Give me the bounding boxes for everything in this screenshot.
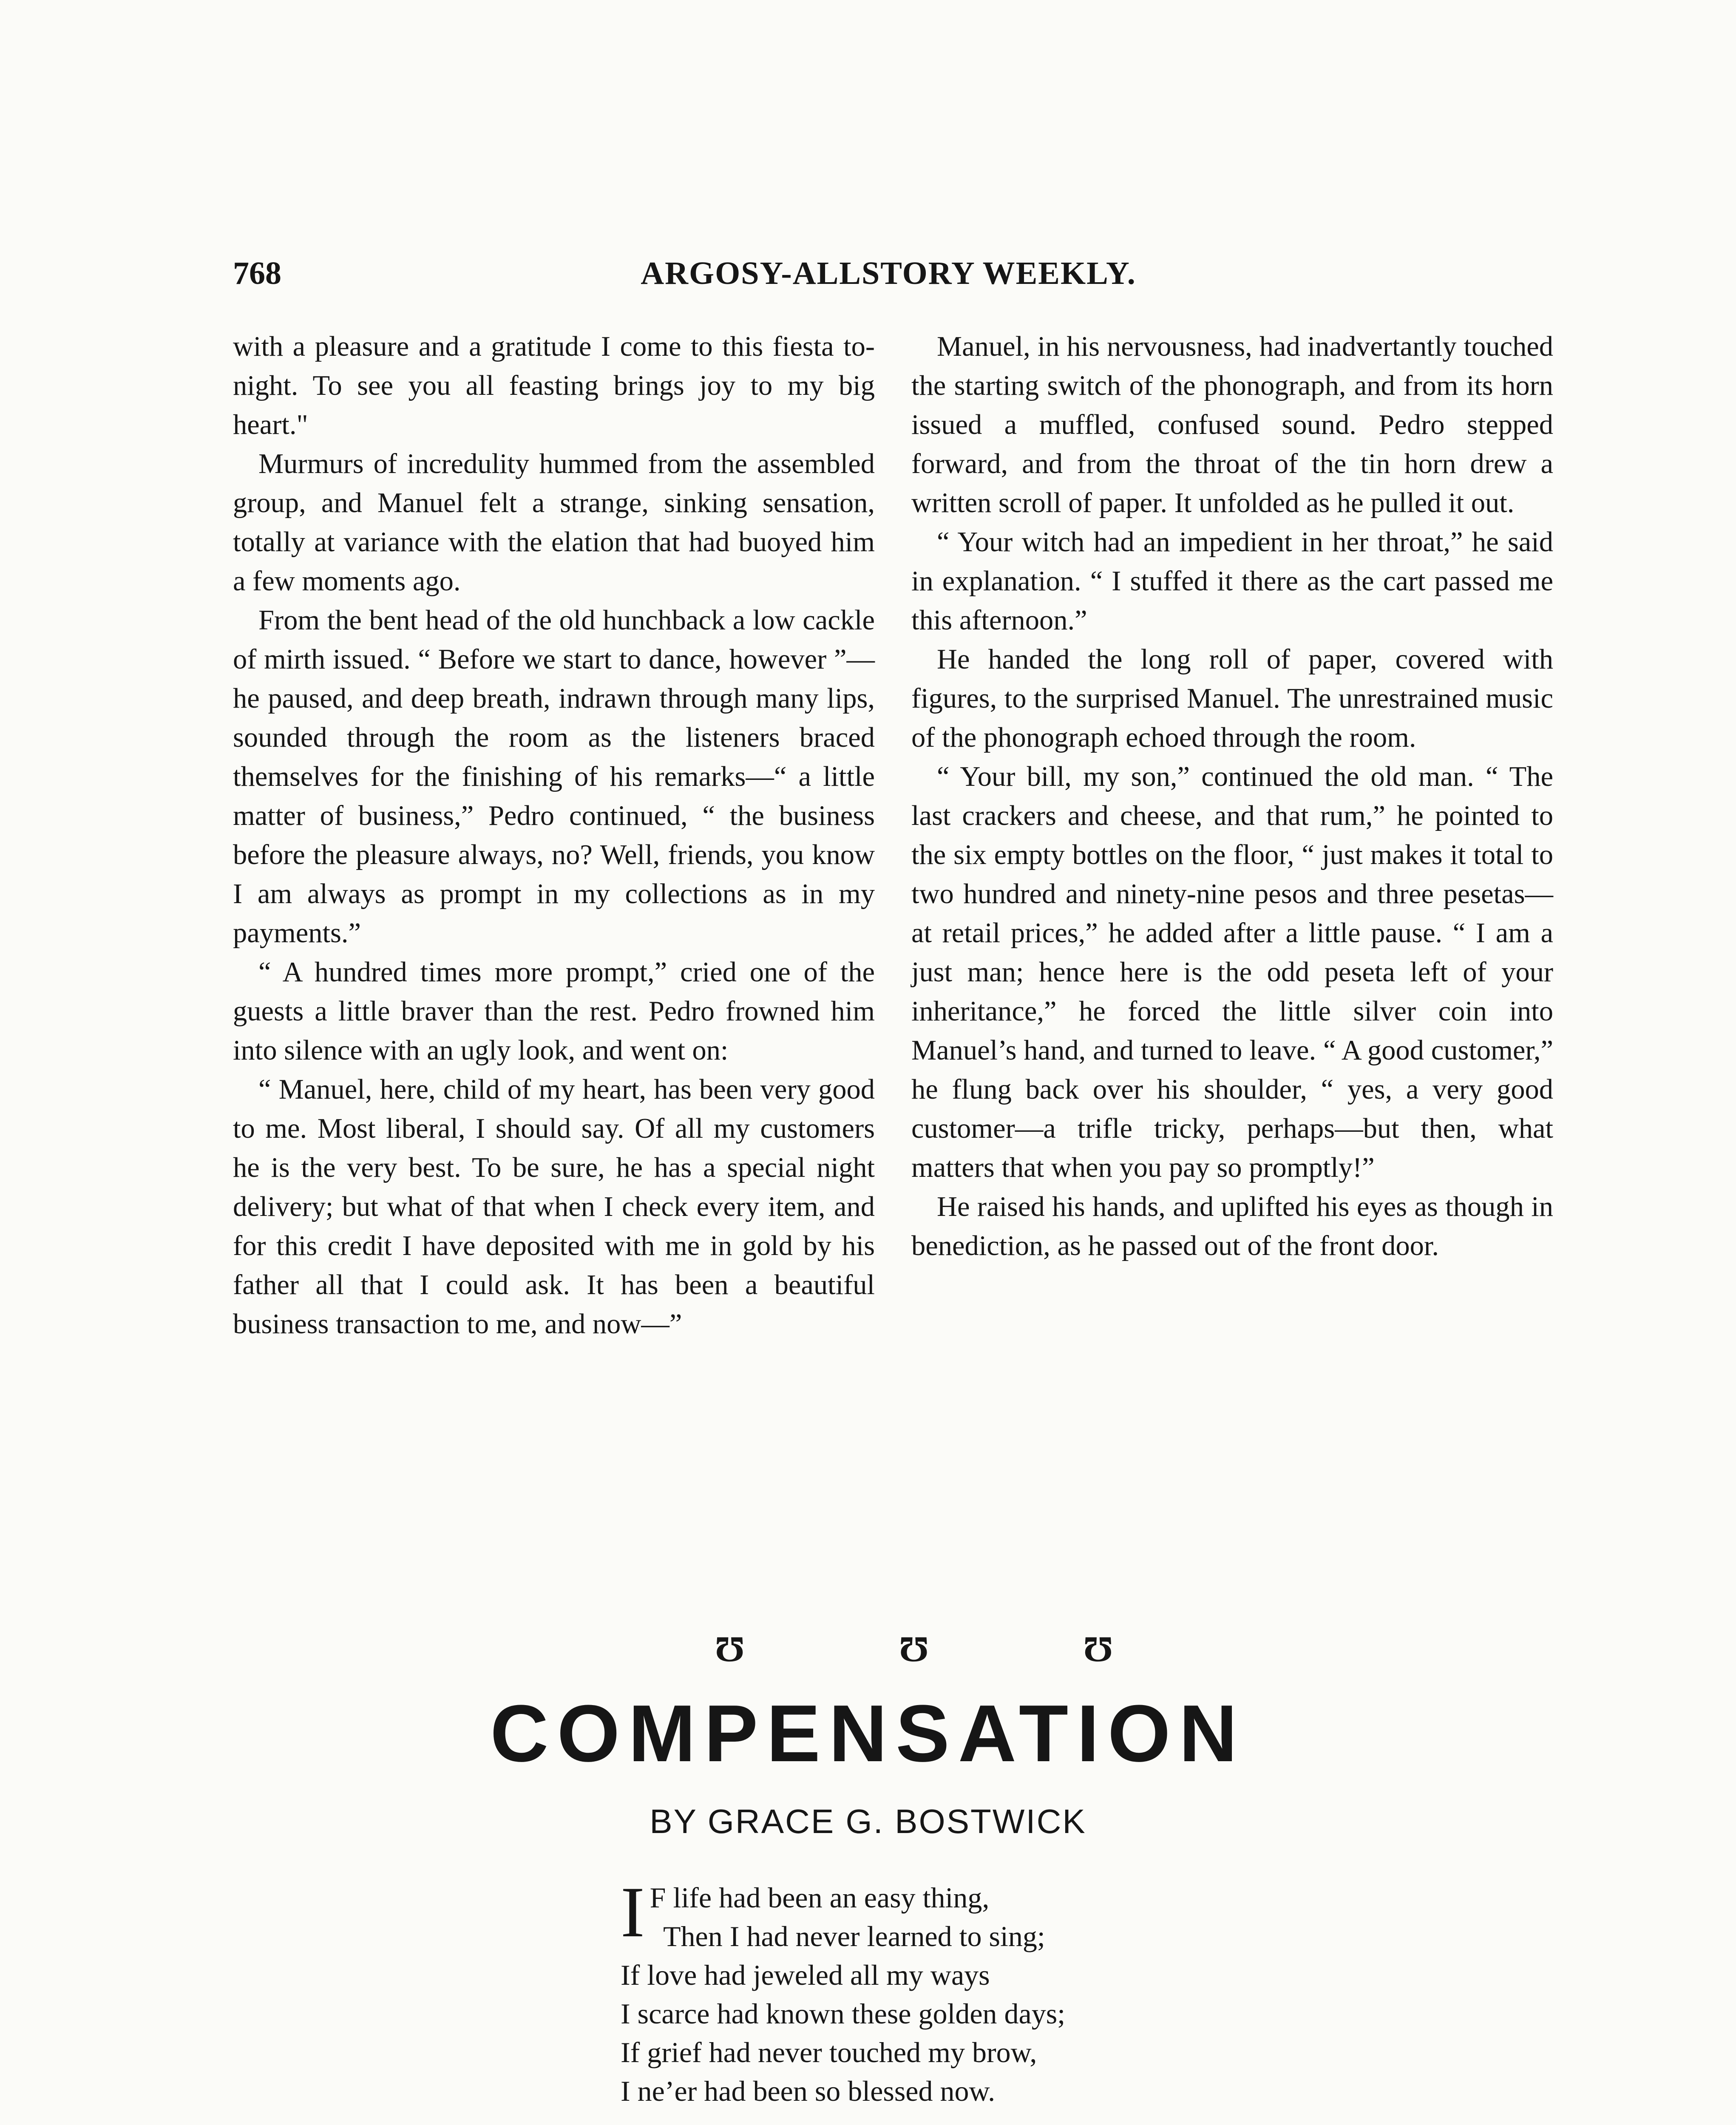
paragraph: Manuel, in his nervousness, had inadvertantly touched the starting switch of the phonograph, and from its horn issued a muffled, confused sound. Pedro stepped forward, and from the throat of the tin horn drew a written scroll of paper. It unfolded as he pulled it out. xyxy=(911,331,1553,518)
running-title: ARGOSY-ALLSTORY WEEKLY. xyxy=(641,255,1136,291)
poem-line: Then I had never learned to sing; xyxy=(663,1920,1045,1952)
page-number: 768 xyxy=(233,255,281,291)
paragraph: with a pleasure and a gratitude I come to this fiesta to-night. To see you all feasting brings joy to my big heart." xyxy=(233,331,875,440)
paragraph: “ Your bill, my son,” continued the old man. “ The last crackers and cheese, and that rum,” he pointed to the six empty bottles on the floor, “ just makes it total to two hundred and ninety-nine pesos and three pesetas—at retail prices,” he added after a little pause. “ I am a just man; hence here is the odd peseta left of your inheritance,” he forced the little silver coin into Manuel’s hand, and turned to leave. “ A good customer,” he flung back over his shoulder, “ yes, a very good customer—a trifle tricky, perhaps—but then, what matters that when you pay so promptly!” xyxy=(911,761,1553,1183)
paragraph: “ A hundred times more prompt,” cried one of the guests a little braver than the rest. Pedro frowned him into silence with an ugly look, and went on: xyxy=(233,957,875,1066)
poem-line: If grief had never touched my brow, xyxy=(621,2036,1037,2068)
drop-cap: I xyxy=(621,1872,645,1952)
poem-byline: BY GRACE G. BOSTWICK xyxy=(650,1802,1086,1840)
poem-line: If love had jeweled all my ways xyxy=(621,1959,990,1991)
paragraph: He handed the long roll of paper, covered with figures, to the surprised Manuel. The unrestrained music of the phonograph echoed through the room. xyxy=(911,644,1553,753)
poem-title: COMPENSATION xyxy=(490,1689,1246,1779)
ornament-icon: Ʊ xyxy=(1083,1629,1113,1669)
paragraph: From the bent head of the old hunchback a low cackle of mirth issued. “ Before we start to dance, however ”—he paused, and deep breath, indrawn through many lips, sounded through the room as the listeners braced themselves for the finishing of his remarks—“ a little matter of business,” Pedro continued, “ the business before the pleasure always, no? Well, friends, you know I am always as prompt in my collections as in my payments.” xyxy=(233,605,875,949)
right-column xyxy=(911,327,1553,1266)
paragraph: “ Your witch had an impedient in her throat,” he said in explanation. “ I stuffed it there as the cart passed me this afternoon.” xyxy=(911,527,1553,636)
poem-line: I scarce had known these golden days; xyxy=(621,1998,1066,2030)
poem-stanza-1 xyxy=(621,1872,1428,2111)
paragraph: Murmurs of incredulity hummed from the assembled group, and Manuel felt a strange, sinking sensation, totally at variance with the elation that had buoyed him a few moments ago. xyxy=(233,448,875,597)
poem-line: F life had been an easy thing, xyxy=(650,1881,990,1914)
ornament-icon: Ʊ xyxy=(899,1629,929,1669)
left-column xyxy=(233,327,875,1344)
paragraph: “ Manuel, here, child of my heart, has been very good to me. Most liberal, I should say. Of all my customers he is the very best. To be sure, he has a special night delivery; but what of that when I check every item, and for this credit I have deposited with me in gold by his father all that I could ask. It has been a beautiful business transaction to me, and now—” xyxy=(233,1074,875,1340)
section-ornaments xyxy=(638,1628,1190,1670)
ornament-icon: Ʊ xyxy=(715,1629,745,1669)
poem-line: I ne’er had been so blessed now. xyxy=(621,2075,996,2107)
paragraph: He raised his hands, and uplifted his eyes as though in benediction, as he passed out of the front door. xyxy=(911,1191,1553,1261)
